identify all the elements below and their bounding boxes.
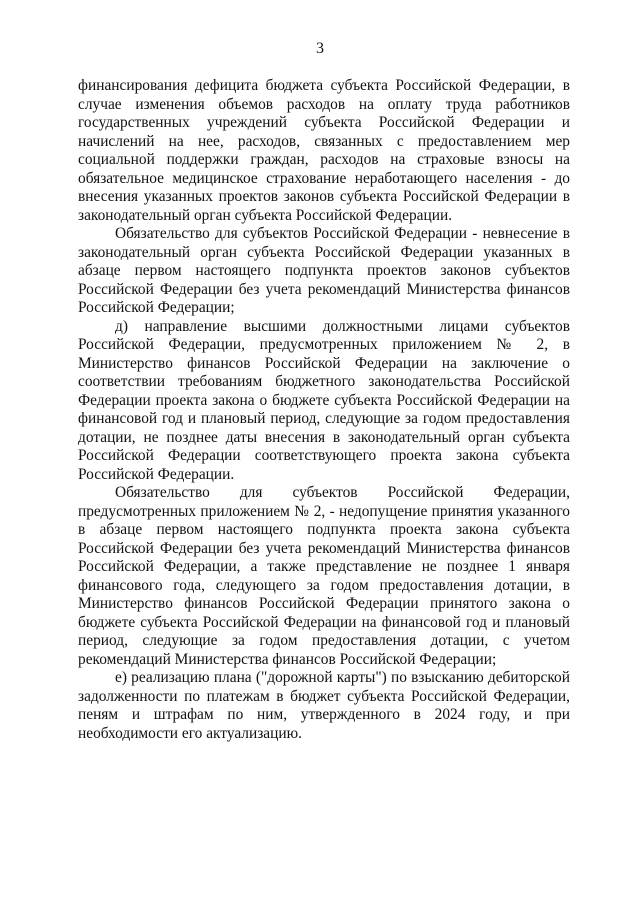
paragraph-continuation: финансирования дефицита бюджета субъекта Российской Федерации, в случае изменения объемов расходов на оплату труда работников государственных учреждений субъекта Российской Федерации и начислений на нее, расходов, связанных с предоставлением мер социальной поддержки граждан, расходов на страховые взносы на обязательное медицинское страхование неработающего населения - до внесения указанных проектов законов субъекта Российской Федерации в законодательный орган субъекта Российской Федерации. xyxy=(78,77,570,224)
paragraph-obligation-1: Обязательство для субъектов Российской Федерации - невнесение в законодательный орган субъекта Российской Федерации указанных в абзаце первом настоящего подпункта проектов законов субъектов Российской Федерации без учета рекомендаций Министерства финансов Российской Федерации; xyxy=(78,225,570,316)
paragraph-obligation-2: Обязательство для субъектов Российской Федерации, предусмотренных приложением № 2, - недопущение принятия указанного в абзаце первом настоящего подпункта проекта закона субъекта Российской Федерации без учета рекомендаций Министерства финансов Российской Федерации, а также представление не позднее 1 января финансового года, следующего за годом предоставления дотации, в Министерство финансов Российской Федерации принятого закона о бюджете субъекта Российской Федерации на финансовой год и плановый период, следующие за годом предоставления дотации, с учетом рекомендаций Министерства финансов Российской Федерации; xyxy=(78,484,570,668)
paragraph-item-e: е) реализацию плана ("дорожной карты") по взысканию дебиторской задолженности по платежам в бюджет субъекта Российской Федерации, пеням и штрафам по ним, утвержденного в 2024 году, и при необходимости его актуализацию. xyxy=(78,669,570,742)
document-body xyxy=(78,77,570,743)
paragraph-item-d: д) направление высшими должностными лицами субъектов Российской Федерации, предусмотренных приложением № 2, в Министерство финансов Российской Федерации на заключение о соответствии требованиям бюджетного законодательства Российской Федерации проекта закона о бюджете субъекта Российской Федерации на финансовой год и плановый период, следующие за годом предоставления дотации, не позднее даты внесения в законодательный орган субъекта Российской Федерации соответствующего проекта закона субъекта Российской Федерации. xyxy=(78,317,570,483)
page-number: 3 xyxy=(316,40,324,57)
